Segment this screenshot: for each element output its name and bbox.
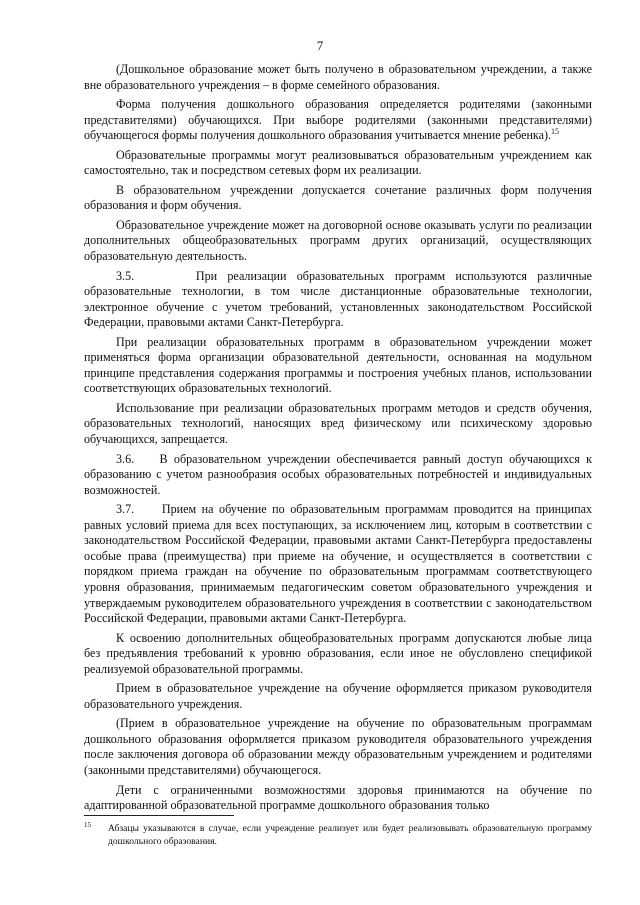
paragraph-text: Форма получения дошкольного образования определяется родителями (законными представителями) обучающихся. При выборе родителями (законными представителями) обучающегося формы получения дошкольного образования учитывается мнение ребенка).: [84, 97, 592, 143]
paragraph: При реализации образовательных программ в образовательном учреждении может применяться форма организации образовательной деятельности, основанная на модульном принципе представления содержания программы и построения учебных планов, использовании соответствующих образовательных технологий.: [84, 334, 592, 396]
paragraph: Дети с ограниченными возможностями здоровья принимаются на обучение по адаптированной образовательной программе дошкольного образования только: [84, 782, 592, 813]
paragraph: Прием в образовательное учреждение на обучение оформляется приказом руководителя образовательного учреждения.: [84, 681, 592, 711]
page-number: 7: [316, 38, 324, 53]
section-3-5: 3.5. При реализации образовательных программ используются различные образовательные технологии, в том числе дистанционные образовательные технологии, электронное обучение с учетом требований, установленных законодательством Российской Федерации, правовыми актами Санкт-Петербурга.: [84, 268, 592, 330]
paragraph: В образовательном учреждении допускается сочетание различных форм получения образования и форм обучения.: [84, 182, 592, 213]
section-3-6: 3.6. В образовательном учреждении обеспечивается равный доступ обучающихся к образованию с учетом разнообразия особых образовательных потребностей и индивидуальных возможностей.: [84, 451, 592, 497]
footnote-reference: 15: [551, 127, 560, 137]
footnote-divider: [84, 815, 234, 816]
paragraph-with-footnote: [84, 97, 592, 144]
paragraph: (Дошкольное образование может быть получено в образовательном учреждении, а также вне образовательного учреждения – в форме семейного образования.: [84, 62, 592, 92]
paragraph: К освоению дополнительных общеобразовательных программ допускаются любые лица без предъявления требований к уровню образования, если иное не обусловлено спецификой реализуемой образовательной программы.: [84, 630, 592, 676]
paragraph: Использование при реализации образовательных программ методов и средств обучения, образовательных технологий, наносящих вред физическому или психическому здоровью обучающихся, запрещается.: [84, 400, 592, 447]
document-body: [84, 62, 592, 814]
footnote-text: Абзацы указываются в случае, если учреждение реализует или будет реализовывать образовательную программу дошкольного образования.: [108, 823, 592, 847]
paragraph: Образовательное учреждение может на договорной основе оказывать услуги по реализации дополнительных общеобразовательных программ других организаций, осуществляющих образовательную деятельность.: [84, 217, 592, 264]
paragraph: (Прием в образовательное учреждение на обучение по образовательным программам дошкольного образования оформляется приказом руководителя образовательного учреждения после заключения договора об образовании между образовательным учреждением и родителями (законными представителями) обучающегося.: [84, 716, 592, 777]
footnote-number: 15: [84, 821, 91, 829]
paragraph: Образовательные программы могут реализовываться образовательным учреждением как самостоятельно, так и посредством сетевых форм их реализации.: [84, 147, 592, 178]
section-3-7: 3.7. Прием на обучение по образовательным программам проводится на принципах равных условий приема для всех поступающих, за исключением лиц, которым в соответствии с законодательством Российской Федерации, правовыми актами Санкт-Петербурга предоставлены особые права (преимущества) при приеме на обучение, и осуществляется в соответствии с порядком приема граждан на обучение по образовательным программам соответствующего уровня образования, принимаемым педагогическим советом образовательного учреждения и утверждаемым руководителем образовательного учреждения в соответствии с законодательством Российской Федерации, правовыми актами Санкт-Петербурга.: [84, 502, 592, 626]
footnote: [84, 822, 592, 848]
